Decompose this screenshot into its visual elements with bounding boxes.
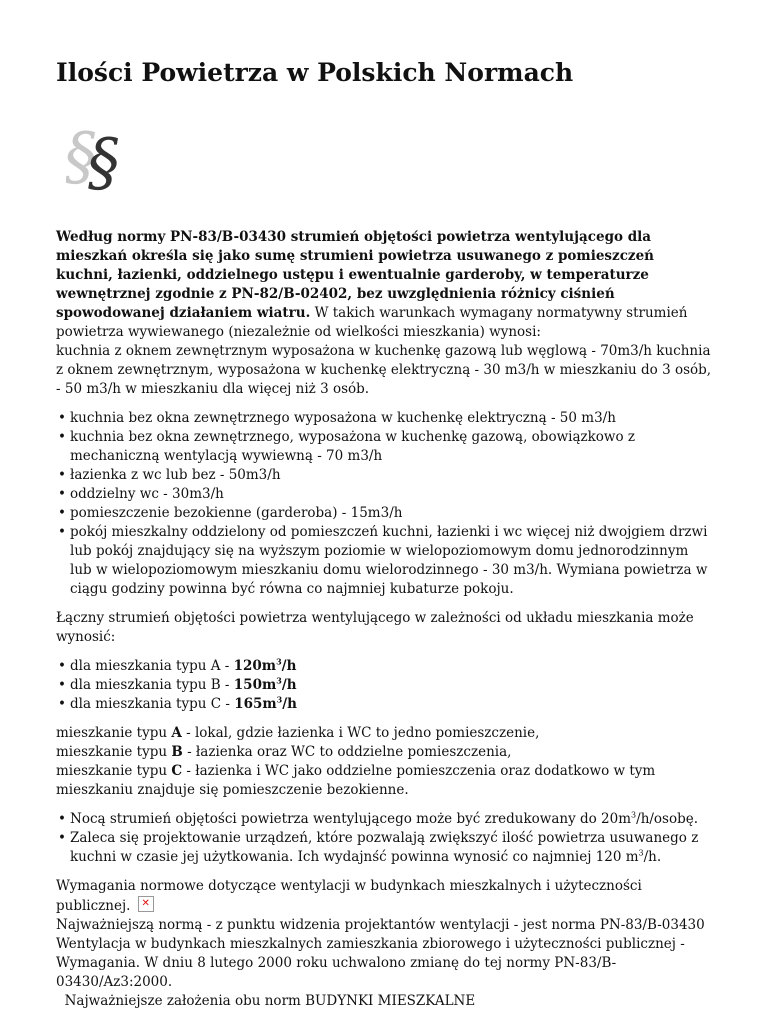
- svg-text:§: §: [81, 125, 127, 196]
- value-sup: 3: [276, 694, 283, 705]
- rec-sup: 3: [631, 810, 637, 820]
- type-value: [234, 658, 297, 674]
- type-definitions: [56, 724, 712, 800]
- list-item: [70, 657, 712, 676]
- type-def-pre: mieszkanie typu: [56, 763, 172, 779]
- type-def-letter: A: [171, 725, 182, 741]
- recommendations-list: [56, 810, 712, 867]
- list-item: [70, 829, 712, 867]
- section-sign-icon: [66, 116, 712, 196]
- list-item: • łazienka z wc lub bez - 50m3/h: [70, 466, 712, 485]
- apartment-type-list: [56, 657, 712, 714]
- list-item: • pokój mieszkalny oddzielony od pomieszczeń kuchni, łazienki i wc więcej niż dwojgiem drzwi lub pokój znajdujący się na wyższym poziomie w wielopoziomowym domu jednorodzinnym lub w wielopoziomowym mieszkaniu domu wielorodzinnego - 30 m3/h. Wymiana powietrza w ciągu godziny powinna być równa co najmniej kubaturze pokoju.: [70, 523, 712, 599]
- type-def-post: - łazienka oraz WC to oddzielne pomieszczenia,: [182, 744, 512, 760]
- closing-paragraph: [56, 877, 712, 1011]
- value-text: 165m: [234, 696, 277, 712]
- intro-bold: Według normy PN-83/B-03430 strumień objętości powietrza wentylującego dla mieszkań określa się jako sumę strumieni powietrza usuwanego z pomieszczeń kuchni, łazienki, oddzielnego ustępu i ewentualnie garderoby, w temperaturze wewnętrznej zgodnie z PN-82/B-02402, bez uwzględnienia różnicy ciśnień spowodowanej działaniem wiatru.: [56, 229, 654, 321]
- type-value: [234, 696, 297, 712]
- type-def-pre: mieszkanie typu: [56, 744, 172, 760]
- total-intro: Łączny strumień objętości powietrza wentylującego w zależności od układu mieszkania może wynosić:: [56, 610, 694, 645]
- value-suffix: /h: [281, 677, 297, 693]
- type-def-letter: B: [171, 744, 183, 760]
- type-value: [234, 677, 297, 693]
- type-def-post: - lokal, gdzie łazienka i WC to jedno pomieszczenie,: [181, 725, 540, 741]
- value-sup: 3: [276, 656, 282, 667]
- rec-tail: /h/osobę.: [636, 811, 699, 827]
- value-sup: 3: [276, 675, 282, 686]
- intro-line2: kuchnia z oknem zewnętrznym wyposażona w kuchenkę gazową lub węglową - 70m3/h kuchnia z oknem zewnętrznym, wyposażona w kuchenkę elektryczną - 30 m3/h w mieszkaniu do 3 osób, - 50 m3/h w mieszkaniu dla więcej niż 3 osób.: [56, 343, 712, 397]
- value-text: 120m: [233, 658, 277, 674]
- type-prefix: dla mieszkania typu B -: [70, 677, 234, 693]
- list-item: • oddzielny wc - 30m3/h: [70, 485, 712, 504]
- list-item: [70, 810, 712, 829]
- list-item: [70, 676, 712, 695]
- intro-paragraph: [56, 228, 712, 399]
- closing-line2: Najważniejszą normą - z punktu widzenia projektantów wentylacji - jest norma PN-83/B-03430 Wentylacja w budynkach mieszkalnych zamieszkania zbiorowego i użyteczności publicznej - Wymagania. W dniu 8 lutego 2000 roku uchwalono zmianę do tej normy PN-83/B-03430/Az3:2000.: [56, 917, 705, 990]
- list-item: • kuchnia bez okna zewnętrznego wyposażona w kuchenkę elektryczną - 50 m3/h: [70, 409, 712, 428]
- value-suffix: /h: [282, 696, 297, 712]
- broken-image-icon: [138, 896, 154, 912]
- type-prefix: dla mieszkania typu A -: [70, 658, 234, 674]
- type-prefix: dla mieszkania typu C -: [70, 696, 235, 712]
- closing-line3: Najważniejsze założenia obu norm BUDYNKI MIESZKALNE: [64, 993, 476, 1009]
- rec-text: Nocą strumień objętości powietrza wentylującego może być zredukowany do 20m: [70, 811, 632, 827]
- list-item: • kuchnia bez okna zewnętrznego, wyposażona w kuchenkę gazową, obowiązkowo z mechaniczną wentylacją wywiewną - 70 m3/h: [70, 428, 712, 466]
- type-def-post: - łazienka i WC jako oddzielne pomieszczenia oraz dodatkowo w tym mieszkaniu znajduje się pomieszczenie bezokienne.: [56, 763, 656, 798]
- room-airflow-list: [56, 409, 712, 599]
- svg-text:§: §: [66, 119, 104, 194]
- type-def-pre: mieszkanie typu: [56, 725, 172, 741]
- closing-line1: Wymagania normowe dotyczące wentylacji w budynkach mieszkalnych i użyteczności publicznej.: [56, 878, 642, 914]
- list-item: [70, 695, 712, 714]
- rec-tail: /h.: [643, 849, 662, 865]
- list-item: • pomieszczenie bezokienne (garderoba) - 15m3/h: [70, 504, 712, 523]
- type-def-letter: C: [171, 763, 183, 779]
- rec-sup: 3: [638, 848, 644, 858]
- page-title: Ilości Powietrza w Polskich Normach: [56, 58, 574, 87]
- intro-rest: W takich warunkach wymagany normatywny strumień powietrza wywiewanego (niezależnie od wielkości mieszkania) wynosi:: [56, 305, 688, 340]
- value-suffix: /h: [281, 658, 297, 674]
- rec-text: Zaleca się projektowanie urządzeń, które pozwalają zwiększyć ilość powietrza usuwanego z kuchni w czasie jej użytkowania. Ich wydajnść powinna wynosić co najmniej 120 m: [70, 830, 699, 865]
- value-text: 150m: [233, 677, 277, 693]
